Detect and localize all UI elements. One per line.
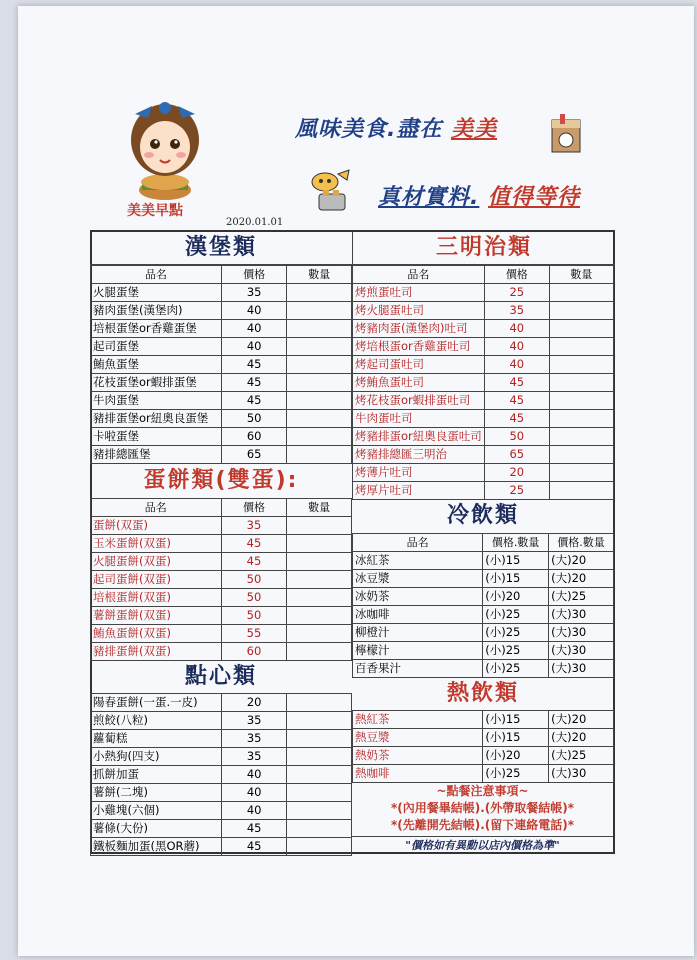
table-row [91, 374, 352, 392]
item-price: 40 [221, 766, 287, 784]
milk-tea-cup-icon [548, 112, 586, 154]
item-price-large: (大)25 [549, 747, 614, 765]
item-name: 鐵板麵加蛋(黑OR蘑) [91, 838, 222, 856]
item-name: 烤培根蛋or香雞蛋吐司 [353, 338, 485, 356]
item-qty[interactable] [549, 302, 613, 320]
item-price: 60 [221, 428, 287, 446]
item-name: 烤花枝蛋or蝦排蛋吐司 [353, 392, 485, 410]
table-row [353, 660, 614, 678]
item-price: 35 [221, 284, 287, 302]
item-price: 20 [484, 464, 549, 482]
item-price-small: (小)15 [483, 711, 549, 729]
item-name: 蘿蔔糕 [91, 730, 222, 748]
hot-title: 熱飲類 [352, 677, 614, 710]
item-qty[interactable] [287, 730, 352, 748]
item-qty[interactable] [549, 464, 613, 482]
item-qty[interactable] [287, 517, 352, 535]
item-qty[interactable] [287, 356, 352, 374]
item-price: 45 [221, 392, 287, 410]
header-price: 價格 [484, 266, 549, 284]
item-name: 百香果汁 [353, 660, 483, 678]
item-price: 45 [221, 838, 287, 856]
item-name: 烤豬排蛋or紐奧良蛋吐司 [353, 428, 485, 446]
table-row [353, 482, 614, 500]
item-name: 陽春蛋餅(一蛋.一皮) [91, 694, 222, 712]
table-row [353, 356, 614, 374]
item-price-large: (大)30 [549, 606, 614, 624]
header-name: 品名 [353, 266, 485, 284]
item-price: 40 [484, 356, 549, 374]
header-price: 價格 [221, 266, 287, 284]
item-name: 小雞塊(六個) [91, 802, 222, 820]
item-qty[interactable] [287, 410, 352, 428]
item-price: 45 [221, 374, 287, 392]
item-name: 抓餅加蛋 [91, 766, 222, 784]
table-row [91, 356, 352, 374]
item-name: 豬排蛋餅(双蛋) [91, 643, 222, 661]
item-qty[interactable] [287, 820, 352, 838]
table-row [91, 643, 352, 661]
table-row [353, 464, 614, 482]
item-name: 花枝蛋堡or蝦排蛋堡 [91, 374, 222, 392]
item-price: 35 [221, 517, 287, 535]
sandwich-table [352, 265, 614, 500]
item-name: 鮪魚蛋餅(双蛋) [91, 625, 222, 643]
item-price-small: (小)25 [483, 660, 549, 678]
item-price: 35 [221, 730, 287, 748]
item-qty[interactable] [287, 284, 352, 302]
table-row [353, 428, 614, 446]
table-row [91, 589, 352, 607]
cold-table [352, 533, 614, 678]
table-row [91, 838, 352, 856]
table-row [91, 517, 352, 535]
table-row [91, 784, 352, 802]
item-price-small: (小)15 [483, 729, 549, 747]
item-price: 45 [484, 374, 549, 392]
item-qty[interactable] [549, 410, 613, 428]
sandwich-title: 三明治類 [352, 232, 615, 265]
item-qty[interactable] [287, 320, 352, 338]
item-qty[interactable] [287, 766, 352, 784]
header-price-small: 價格.數量 [483, 534, 549, 552]
item-name: 鮪魚蛋堡 [91, 356, 222, 374]
item-price: 60 [221, 643, 287, 661]
item-name: 小熱狗(四支) [91, 748, 222, 766]
item-name: 薯餅蛋餅(双蛋) [91, 607, 222, 625]
header-qty: 數量 [287, 266, 352, 284]
item-qty[interactable] [287, 607, 352, 625]
item-qty[interactable] [287, 643, 352, 661]
item-name: 起司蛋堡 [91, 338, 222, 356]
item-price: 45 [221, 535, 287, 553]
item-name: 起司蛋餅(双蛋) [91, 571, 222, 589]
item-name: 熱豆漿 [353, 729, 483, 747]
item-price-large: (大)30 [549, 765, 614, 783]
item-qty[interactable] [287, 338, 352, 356]
table-row [91, 625, 352, 643]
table-row [91, 712, 352, 730]
table-row [91, 284, 352, 302]
hot-table [352, 710, 614, 783]
table-row [353, 392, 614, 410]
table-row [91, 607, 352, 625]
item-qty[interactable] [549, 446, 613, 464]
item-name: 豬肉蛋堡(漢堡肉) [91, 302, 222, 320]
item-price-small: (小)25 [483, 642, 549, 660]
item-qty[interactable] [549, 428, 613, 446]
item-name: 玉米蛋餅(双蛋) [91, 535, 222, 553]
item-qty[interactable] [287, 625, 352, 643]
item-qty[interactable] [287, 694, 352, 712]
item-price: 40 [221, 802, 287, 820]
item-price: 50 [221, 607, 287, 625]
table-row [91, 302, 352, 320]
item-price-large: (大)25 [549, 588, 614, 606]
item-name: 烤豬肉蛋(漢堡肉)吐司 [353, 320, 485, 338]
item-price: 35 [221, 748, 287, 766]
order-notes [352, 783, 613, 834]
table-row [91, 392, 352, 410]
item-qty[interactable] [549, 284, 613, 302]
table-row [91, 766, 352, 784]
snack-table [90, 693, 352, 856]
item-name: 煎餃(八粒) [91, 712, 222, 730]
item-price: 40 [221, 320, 287, 338]
item-qty[interactable] [287, 374, 352, 392]
item-name: 冰奶茶 [353, 588, 483, 606]
item-price: 45 [221, 553, 287, 571]
menu-date: 2020.01.01 [226, 217, 284, 228]
item-price: 40 [484, 320, 549, 338]
item-name: 熱咖啡 [353, 765, 483, 783]
table-row [91, 553, 352, 571]
table-row [353, 302, 614, 320]
item-price: 50 [484, 428, 549, 446]
item-price-small: (小)25 [483, 765, 549, 783]
brand-name: 美美早點 [127, 203, 183, 219]
item-name: 火腿蛋堡 [91, 284, 222, 302]
table-row [353, 446, 614, 464]
item-name: 培根蛋堡or香雞蛋堡 [91, 320, 222, 338]
header-qty: 數量 [287, 499, 352, 517]
item-qty[interactable] [549, 338, 613, 356]
item-name: 烤豬排總匯三明治 [353, 446, 485, 464]
item-name: 檸檬汁 [353, 642, 483, 660]
item-name: 熱紅茶 [353, 711, 483, 729]
table-row [353, 765, 614, 783]
item-price-small: (小)15 [483, 552, 549, 570]
item-qty[interactable] [549, 320, 613, 338]
table-row [353, 624, 614, 642]
table-row [91, 320, 352, 338]
item-name: 烤薄片吐司 [353, 464, 485, 482]
item-name: 卡啦蛋堡 [91, 428, 222, 446]
item-price: 25 [484, 284, 549, 302]
item-name: 豬排蛋堡or紐奧良蛋堡 [91, 410, 222, 428]
price-disclaimer: "價格如有異動以店內價格為準" [352, 836, 613, 855]
item-price-large: (大)30 [549, 624, 614, 642]
item-qty[interactable] [287, 302, 352, 320]
header-name: 品名 [91, 499, 222, 517]
item-qty[interactable] [549, 374, 613, 392]
item-price-small: (小)15 [483, 570, 549, 588]
eggcake-table [90, 498, 352, 661]
table-row [91, 802, 352, 820]
item-name: 烤厚片吐司 [353, 482, 485, 500]
table-row [91, 730, 352, 748]
header-price-large: 價格.數量 [549, 534, 614, 552]
item-name: 冰紅茶 [353, 552, 483, 570]
slogan-line-2: 真材實料. 值得等待 [378, 185, 581, 210]
table-row [91, 571, 352, 589]
item-price: 40 [221, 338, 287, 356]
item-price: 65 [221, 446, 287, 464]
table-row [353, 552, 614, 570]
header-qty: 數量 [549, 266, 613, 284]
slogan-line-1: 風味美食.盡在 美美 [295, 117, 498, 142]
cold-title: 冷飲類 [446, 503, 519, 528]
notes-line-2: *(先離開先結帳).(留下連絡電話)* [390, 818, 575, 832]
item-price-small: (小)20 [483, 747, 549, 765]
table-row [91, 338, 352, 356]
item-price: 65 [484, 446, 549, 464]
table-row [91, 446, 352, 464]
item-price-large: (大)20 [549, 570, 614, 588]
item-price: 45 [484, 410, 549, 428]
item-price: 35 [221, 712, 287, 730]
item-price: 20 [221, 694, 287, 712]
burger-title: 漢堡類 [90, 232, 352, 265]
item-price-large: (大)20 [549, 552, 614, 570]
item-qty[interactable] [287, 838, 352, 856]
item-price-large: (大)20 [549, 729, 614, 747]
item-name: 烤火腿蛋吐司 [353, 302, 485, 320]
item-qty[interactable] [287, 535, 352, 553]
notes-title: ~點餐注意事項~ [436, 784, 529, 798]
item-price: 35 [484, 302, 549, 320]
item-name: 熱奶茶 [353, 747, 483, 765]
item-qty[interactable] [287, 571, 352, 589]
item-name: 冰豆漿 [353, 570, 483, 588]
header-price: 價格 [221, 499, 287, 517]
item-price-small: (小)20 [483, 588, 549, 606]
item-price-large: (大)20 [549, 711, 614, 729]
burger-table [90, 265, 352, 464]
item-name: 培根蛋餅(双蛋) [91, 589, 222, 607]
item-price: 55 [221, 625, 287, 643]
item-price: 45 [221, 820, 287, 838]
header-name: 品名 [353, 534, 483, 552]
item-price: 45 [221, 356, 287, 374]
table-row [353, 284, 614, 302]
item-qty[interactable] [287, 553, 352, 571]
girl-burger-mascot-icon [120, 92, 210, 204]
item-qty[interactable] [549, 356, 613, 374]
item-price-small: (小)25 [483, 606, 549, 624]
item-price-large: (大)30 [549, 642, 614, 660]
snack-title: 點心類 [90, 660, 352, 693]
item-name: 火腿蛋餅(双蛋) [91, 553, 222, 571]
item-qty[interactable] [549, 392, 613, 410]
table-row [91, 694, 352, 712]
table-row [353, 338, 614, 356]
table-row [353, 570, 614, 588]
item-price: 40 [221, 302, 287, 320]
item-name: 豬排總匯堡 [91, 446, 222, 464]
item-name: 薯條(大份) [91, 820, 222, 838]
notes-line-1: *(內用餐畢結帳).(外帶取餐結帳)* [390, 801, 575, 815]
table-row [91, 820, 352, 838]
table-row [91, 535, 352, 553]
table-row [91, 428, 352, 446]
table-row [353, 410, 614, 428]
item-name: 牛肉蛋吐司 [353, 410, 485, 428]
table-row [353, 588, 614, 606]
item-qty[interactable] [287, 802, 352, 820]
header-name: 品名 [91, 266, 222, 284]
item-price: 25 [484, 482, 549, 500]
item-qty[interactable] [287, 392, 352, 410]
item-price: 50 [221, 571, 287, 589]
table-row [353, 606, 614, 624]
item-qty[interactable] [287, 446, 352, 464]
item-qty[interactable] [287, 428, 352, 446]
chef-toaster-icon [305, 168, 355, 216]
item-qty[interactable] [549, 482, 613, 500]
item-qty[interactable] [287, 748, 352, 766]
table-row [353, 642, 614, 660]
table-row [353, 747, 614, 765]
item-name: 蛋餅(双蛋) [91, 517, 222, 535]
item-name: 烤起司蛋吐司 [353, 356, 485, 374]
item-name: 薯餅(二塊) [91, 784, 222, 802]
item-name: 烤鮪魚蛋吐司 [353, 374, 485, 392]
eggcake-title: 蛋餅類(雙蛋): [143, 468, 299, 493]
item-price: 50 [221, 410, 287, 428]
item-price: 40 [484, 338, 549, 356]
table-row [91, 748, 352, 766]
item-qty[interactable] [287, 589, 352, 607]
table-row [353, 320, 614, 338]
item-name: 柳橙汁 [353, 624, 483, 642]
item-price: 40 [221, 784, 287, 802]
table-row [353, 729, 614, 747]
item-name: 牛肉蛋堡 [91, 392, 222, 410]
item-price: 50 [221, 589, 287, 607]
table-row [91, 410, 352, 428]
item-name: 冰咖啡 [353, 606, 483, 624]
item-name: 烤煎蛋吐司 [353, 284, 485, 302]
table-row [353, 711, 614, 729]
table-row [353, 374, 614, 392]
item-price: 45 [484, 392, 549, 410]
item-price-large: (大)30 [549, 660, 614, 678]
item-qty[interactable] [287, 712, 352, 730]
item-qty[interactable] [287, 784, 352, 802]
item-price-small: (小)25 [483, 624, 549, 642]
